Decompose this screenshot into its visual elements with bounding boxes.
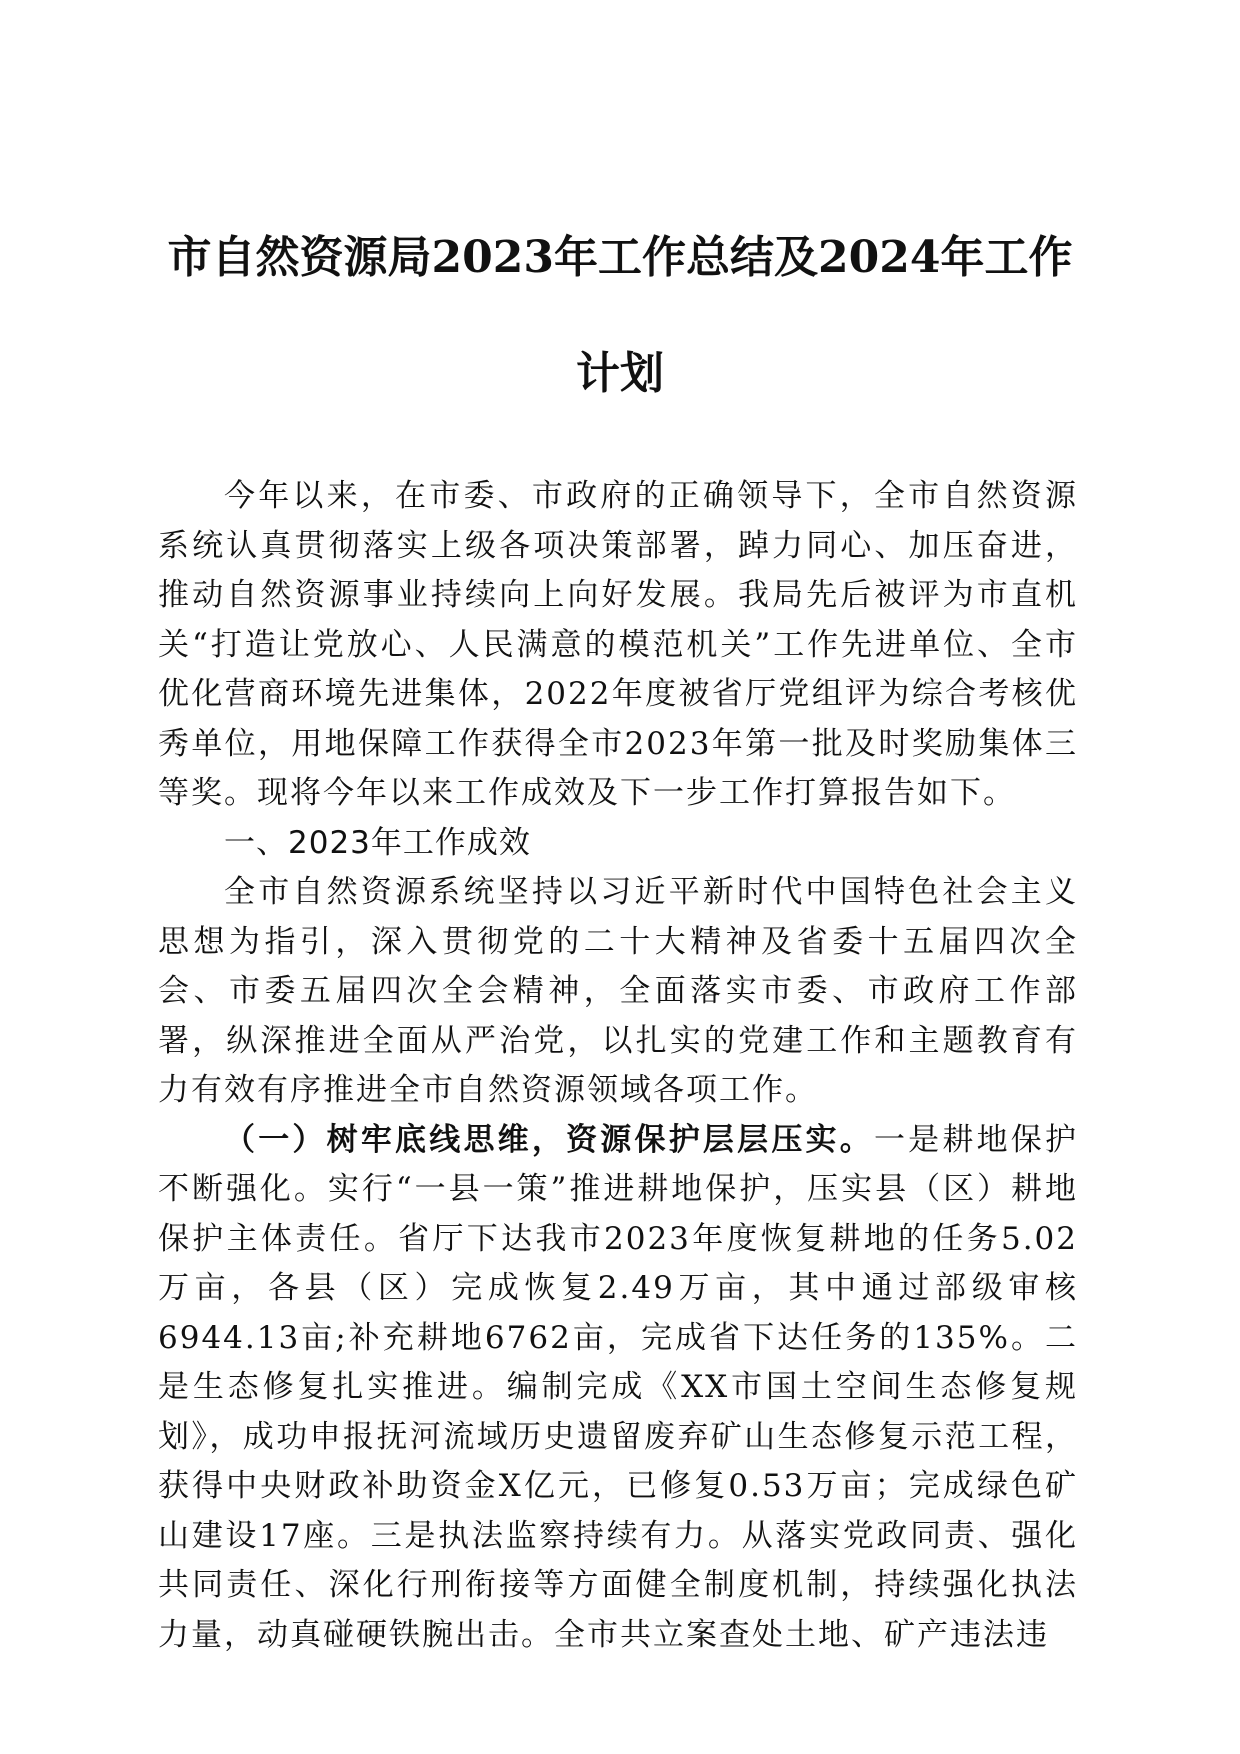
section-1-paragraph: 全市自然资源系统坚持以习近平新时代中国特色社会主义思想为指引，深入贯彻党的二十大精神及省委十五届四次全会、市委五届四次全会精神，全面落实市委、市政府工作部署，纵深推进全面从严治党，以扎实的党建工作和主题教育有力有效有序推进全市自然资源领域各项工作。: [158, 874, 1078, 1108]
subsection-1-body: 一是耕地保护不断强化。实行“一县一策”推进耕地保护，压实县（区）耕地保护主体责任。省厅下达我市2023年度恢复耕地的任务5.02万亩，各县（区）完成恢复2.49万亩，其中通过部级审核6944.13亩;补充耕地6762亩，完成省下达任务的135%。二是生态修复扎实推进。编制完成《XX市国土空间生态修复规划》，成功申报抚河流域历史遗留废弃矿山生态修复示范工程，获得中央财政补助资金X亿元，已修复0.53万亩；完成绿色矿山建设17座。三是执法监察持续有力。从落实党政同责、强化共同责任、深化行刑衔接等方面健全制度机制，持续强化执法力量，动真碰硬铁腕出击。全市共立案查处土地、矿产违法违: [158, 1121, 1079, 1653]
document-title-line-1: 市自然资源局2023年工作总结及2024年工作: [167, 232, 1073, 283]
document-body: [158, 472, 1078, 1660]
subsection-1-paragraph: [158, 1116, 1078, 1661]
document-title-line-2: 计划: [576, 348, 664, 399]
subsection-1-lead: （一）树牢底线思维，资源保护层层压实。: [224, 1121, 874, 1158]
intro-paragraph: 今年以来，在市委、市政府的正确领导下，全市自然资源系统认真贯彻落实上级各项决策部署，踔力同心、加压奋进，推动自然资源事业持续向上向好发展。我局先后被评为市直机关“打造让党放心、人民满意的模范机关”工作先进单位、全市优化营商环境先进集体，2022年度被省厅党组评为综合考核优秀单位，用地保障工作获得全市2023年第一批及时奖励集体三等奖。现将今年以来工作成效及下一步工作打算报告如下。: [158, 478, 1078, 811]
section-1-heading: 一、2023年工作成效: [224, 824, 531, 861]
